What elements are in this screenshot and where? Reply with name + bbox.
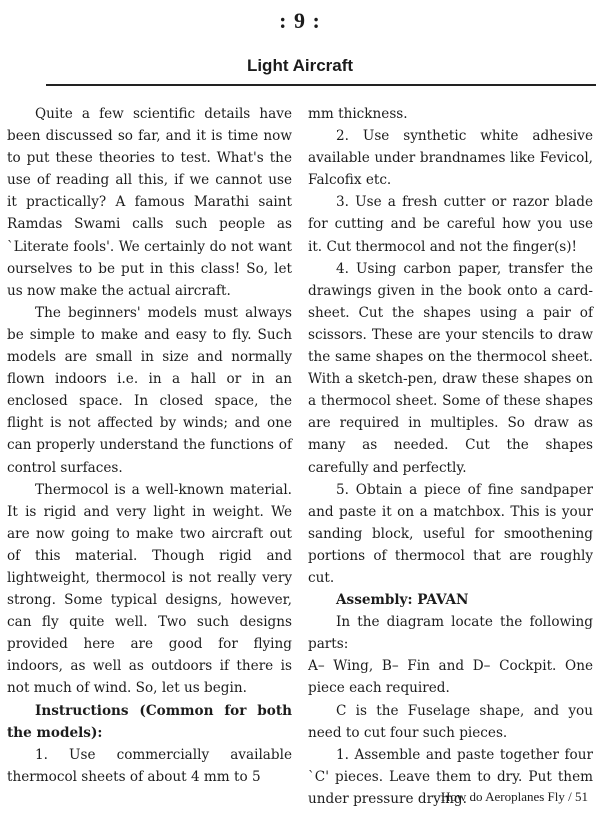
chapter-title: Light Aircraft <box>246 56 354 75</box>
instructions-heading: Instructions (Common for both the models): <box>7 702 292 741</box>
assembly-parts-list: A– Wing, B– Fin and D– Cockpit. One piece each required. <box>308 658 593 697</box>
instruction-4: 4. Using carbon paper, transfer the drawings given in the book onto a card-sheet. Cut the shapes using a pair of scissors. These are your stencils to draw the same shapes on the thermocol sheet. With a sketch-pen, draw these shapes on a thermocol sheet. Some of these shapes are required in multiples. So draw as many as needed. Cut the shapes carefully and perfectly. <box>308 260 593 476</box>
paragraph-thermocol: Thermocol is a well-known material. It is rigid and very light in weight. We are now going to make two aircraft out of this material. Though rigid and lightweight, thermocol is not really very strong. Some typical designs, however, can fly quite well. Two such designs provided here are good for flying indoors, as well as outdoors if there is not much of wind. So, let us begin. <box>7 481 292 697</box>
page-number: : 9 : <box>279 8 321 33</box>
instruction-2: 2. Use synthetic white adhesive available under brandnames like Fevicol, Falcofix etc. <box>308 128 593 189</box>
paragraph-intro: Quite a few scientific details have been discussed so far, and it is time now to put these theories to test. What's the use of reading all this, if we cannot use it practically? A famous Marathi saint Ramdas Swami calls such people as `Literate fools'. We certainly do not want ourselves to be put in this class! So, let us now make the actual aircraft. <box>7 106 292 299</box>
instruction-3: 3. Use a fresh cutter or razor blade for cutting and be careful how you use it. Cut thermocol and not the finger(s)! <box>308 194 593 255</box>
assembly-fuselage: C is the Fuselage shape, and you need to cut four such pieces. <box>308 702 593 741</box>
left-column <box>7 103 292 788</box>
assembly-heading: Assembly: PAVAN <box>336 592 469 609</box>
assembly-locate-parts: In the diagram locate the following parts: <box>308 614 593 653</box>
instruction-5: 5. Obtain a piece of fine sandpaper and paste it on a matchbox. This is your sanding block, useful for smoothening portions of thermocol that are roughly cut. <box>308 481 593 586</box>
page-footer: How do Aeroplanes Fly / 51 <box>441 789 588 804</box>
instruction-1-continued: mm thickness. <box>308 106 408 122</box>
assembly-step-1: 1. Assemble and paste together four `C' pieces. Leave them to dry. Put them under pressure drying. <box>308 746 593 807</box>
instruction-1: 1. Use commercially available thermocol sheets of about 4 mm to 5 <box>7 746 292 785</box>
right-column <box>308 103 593 810</box>
paragraph-beginners-models: The beginners' models must always be simple to make and easy to fly. Such models are small in size and normally flown indoors i.e. in a hall or in an enclosed space. In closed space, the flight is not affected by winds; and one can properly understand the functions of control surfaces. <box>7 304 292 476</box>
title-rule <box>46 84 596 86</box>
